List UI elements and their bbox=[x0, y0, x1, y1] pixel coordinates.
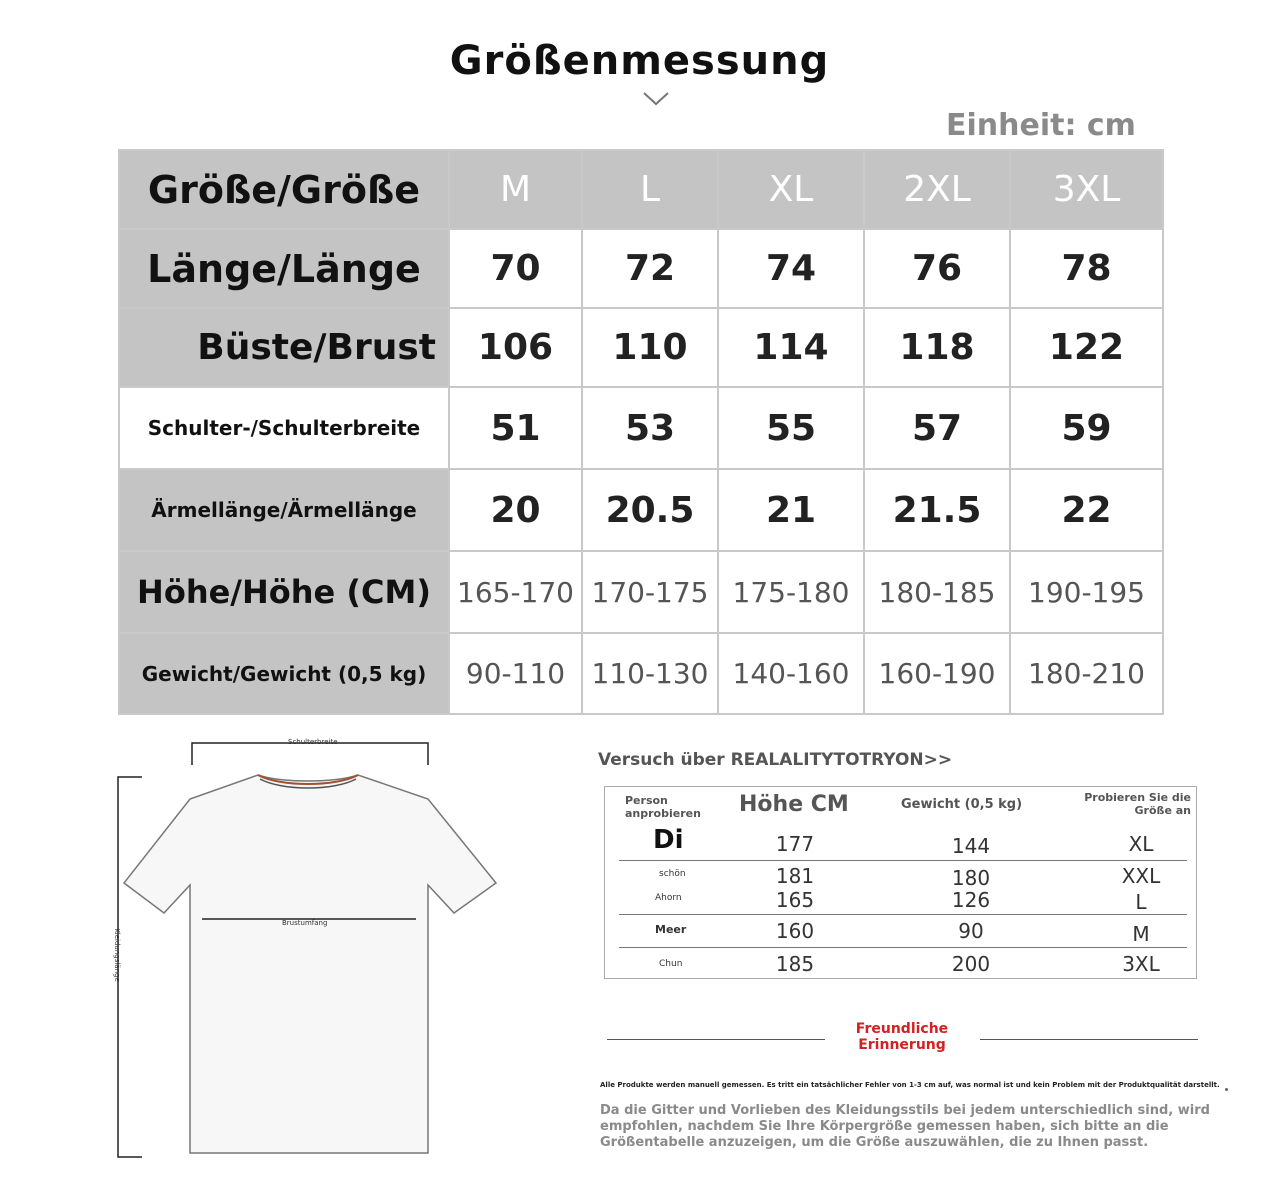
size-3xl: 3XL bbox=[1010, 150, 1163, 229]
tshirt-measurement-illustration bbox=[110, 735, 510, 1165]
table-cell: 59 bbox=[1010, 387, 1163, 469]
table-cell: 20 bbox=[449, 469, 582, 551]
unit-label: Einheit: cm bbox=[946, 108, 1136, 143]
size-2xl: 2XL bbox=[864, 150, 1010, 229]
table-row-shoulder bbox=[119, 387, 1163, 469]
table-cell: 57 bbox=[864, 387, 1010, 469]
measurement-note: Alle Produkte werden manuell gemessen. Es tritt ein tatsächlicher Fehler von 1-3 cm auf, was normal ist und kein Problem mit der Produktqualität darstellt. bbox=[600, 1081, 1220, 1089]
size-xl: XL bbox=[718, 150, 864, 229]
table-row-length bbox=[119, 229, 1163, 308]
table-cell: 70 bbox=[449, 229, 582, 308]
table-cell: 160-190 bbox=[864, 633, 1010, 714]
table-row-weight bbox=[119, 633, 1163, 714]
table-cell: 114 bbox=[718, 308, 864, 387]
table-cell: 110-130 bbox=[582, 633, 718, 714]
table-cell: 190-195 bbox=[1010, 551, 1163, 633]
tryon-name: Chun bbox=[659, 959, 683, 969]
table-cell: 22 bbox=[1010, 469, 1163, 551]
reminder-title: Freundliche Erinnerung bbox=[855, 1021, 949, 1053]
tshirt-icon bbox=[110, 735, 510, 1165]
row-divider bbox=[619, 860, 1187, 861]
tryon-weight: 90 bbox=[958, 919, 984, 943]
table-cell: 118 bbox=[864, 308, 1010, 387]
col-person-header: Person anprobieren bbox=[625, 794, 701, 820]
col-size-header: Probieren Sie die Größe an bbox=[1084, 791, 1191, 817]
table-cell: 175-180 bbox=[718, 551, 864, 633]
table-cell: 53 bbox=[582, 387, 718, 469]
tryon-weight: 180 bbox=[951, 866, 991, 890]
row-divider bbox=[619, 914, 1187, 915]
tryon-size: M bbox=[1132, 922, 1150, 946]
tryon-height: 185 bbox=[775, 952, 815, 976]
table-cell: 74 bbox=[718, 229, 864, 308]
table-cell: 78 bbox=[1010, 229, 1163, 308]
table-cell: 165-170 bbox=[449, 551, 582, 633]
divider-right bbox=[980, 1039, 1198, 1040]
table-row-height bbox=[119, 551, 1163, 633]
tryon-name: Ahorn bbox=[655, 893, 682, 903]
table-cell: 90-110 bbox=[449, 633, 582, 714]
chest-label: Brustumfang bbox=[282, 919, 328, 927]
table-row-bust bbox=[119, 308, 1163, 387]
table-cell: 140-160 bbox=[718, 633, 864, 714]
tryon-size: XXL bbox=[1121, 864, 1161, 888]
tryon-height: 181 bbox=[775, 864, 815, 888]
table-cell: 21 bbox=[718, 469, 864, 551]
table-row-sleeve bbox=[119, 469, 1163, 551]
row-label-bust: Büste/Brust bbox=[119, 308, 449, 387]
size-m: M bbox=[449, 150, 582, 229]
table-cell: 106 bbox=[449, 308, 582, 387]
divider-left bbox=[607, 1039, 825, 1040]
tryon-name: Meer bbox=[655, 923, 687, 936]
table-cell: 180-185 bbox=[864, 551, 1010, 633]
tryon-name: Di bbox=[653, 825, 684, 855]
row-label-size: Größe/Größe bbox=[119, 150, 449, 229]
row-label-shoulder: Schulter-/Schulterbreite bbox=[119, 387, 449, 469]
row-label-length: Länge/Länge bbox=[119, 229, 449, 308]
size-chart-table bbox=[118, 149, 1164, 715]
table-cell: 180-210 bbox=[1010, 633, 1163, 714]
table-cell: 55 bbox=[718, 387, 864, 469]
page-title: Größenmessung bbox=[449, 38, 830, 84]
length-label: Kleidungslänge bbox=[112, 928, 121, 982]
tryon-weight: 126 bbox=[951, 888, 991, 912]
table-cell: 110 bbox=[582, 308, 718, 387]
size-header-row bbox=[119, 150, 1163, 229]
tryon-height: 177 bbox=[775, 832, 815, 856]
chevron-down-icon bbox=[642, 90, 670, 108]
tryon-weight: 144 bbox=[951, 834, 991, 858]
table-cell: 76 bbox=[864, 229, 1010, 308]
col-height-header: Höhe CM bbox=[739, 792, 849, 817]
decorative-dot bbox=[1225, 1088, 1228, 1091]
row-label-sleeve: Ärmellänge/Ärmellänge bbox=[119, 469, 449, 551]
tryon-name: schön bbox=[659, 869, 686, 879]
tryon-table bbox=[604, 786, 1197, 979]
row-divider bbox=[619, 947, 1187, 948]
size-advice-note: Da die Gitter und Vorlieben des Kleidungsstils bei jedem unterschiedlich sind, wird empfohlen, nachdem Sie Ihre Körpergröße gemessen haben, sich bitte an die Größentabelle anzuzeigen, um die Größe auszuwählen, die zu Ihnen passt. bbox=[600, 1103, 1210, 1150]
tryon-height: 165 bbox=[775, 888, 815, 912]
tryon-size: L bbox=[1135, 890, 1147, 914]
row-label-height: Höhe/Höhe (CM) bbox=[119, 551, 449, 633]
table-cell: 20.5 bbox=[582, 469, 718, 551]
row-label-weight: Gewicht/Gewicht (0,5 kg) bbox=[119, 633, 449, 714]
table-cell: 72 bbox=[582, 229, 718, 308]
tryon-size: 3XL bbox=[1122, 952, 1160, 976]
table-cell: 170-175 bbox=[582, 551, 718, 633]
tryon-size: XL bbox=[1128, 832, 1154, 856]
table-cell: 51 bbox=[449, 387, 582, 469]
tryon-weight: 200 bbox=[951, 952, 991, 976]
col-weight-header: Gewicht (0,5 kg) bbox=[901, 797, 1023, 812]
size-l: L bbox=[582, 150, 718, 229]
table-cell: 122 bbox=[1010, 308, 1163, 387]
shoulder-width-label: Schulterbreite bbox=[288, 738, 338, 746]
table-cell: 21.5 bbox=[864, 469, 1010, 551]
tryon-height: 160 bbox=[775, 919, 815, 943]
tryon-heading: Versuch über REALALITYTOTRYON>> bbox=[598, 750, 953, 770]
